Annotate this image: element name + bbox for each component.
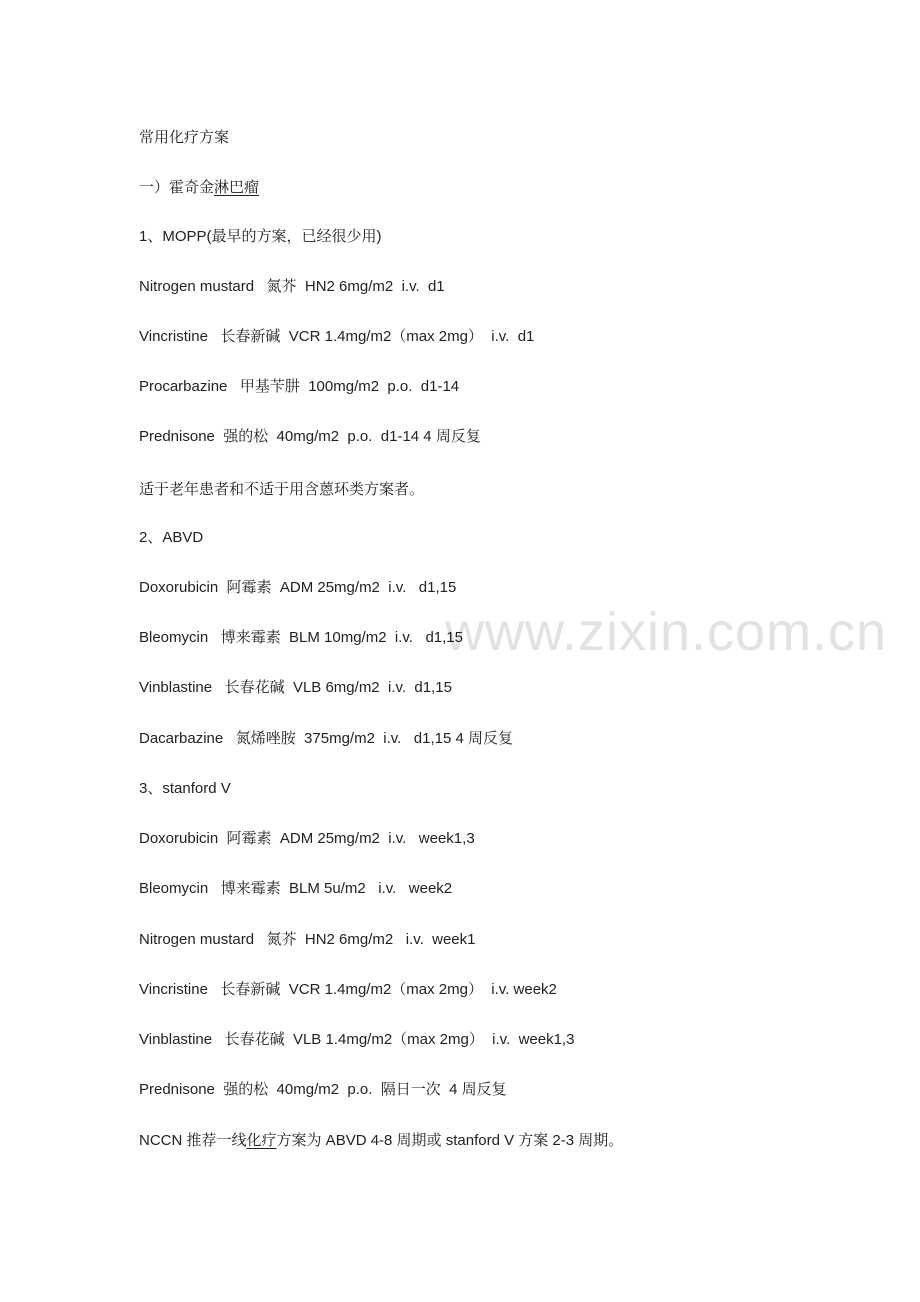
regimen-heading-mopp: 1、MOPP(最早的方案，已经很少用) bbox=[139, 228, 382, 245]
note-line: 适于老年患者和不适于用含蒽环类方案者。 bbox=[139, 480, 425, 498]
drug-line: Bleomycin 博来霉素 BLM 10mg/m2 i.v. d1,15 bbox=[139, 629, 463, 646]
watermark: www.zixin.com.cn bbox=[445, 602, 888, 662]
regimen-heading-abvd: 2、ABVD bbox=[139, 529, 204, 546]
drug-line: Prednisone 强的松 40mg/m2 p.o. 隔日一次 4 周反复 bbox=[139, 1081, 507, 1098]
drug-line: Procarbazine 甲基苄肼 100mg/m2 p.o. d1-14 bbox=[139, 378, 460, 395]
recommendation-prefix: NCCN 推荐一线 bbox=[139, 1132, 247, 1149]
chemotherapy-link[interactable]: 化疗 bbox=[246, 1132, 277, 1149]
drug-line: Prednisone 强的松 40mg/m2 p.o. d1-14 4 周反复 bbox=[139, 428, 481, 445]
drug-line: Vincristine 长春新碱 VCR 1.4mg/m2（max 2mg） i.v. d1 bbox=[139, 328, 535, 345]
drug-line: Dacarbazine 氮烯唑胺 375mg/m2 i.v. d1,15 4 周反复 bbox=[139, 730, 514, 747]
drug-line: Doxorubicin 阿霉素 ADM 25mg/m2 i.v. d1,15 bbox=[139, 579, 457, 596]
recommendation-line bbox=[139, 1131, 623, 1151]
drug-line: Vinblastine 长春花碱 VLB 6mg/m2 i.v. d1,15 bbox=[139, 679, 452, 696]
drug-line: Doxorubicin 阿霉素 ADM 25mg/m2 i.v. week1,3 bbox=[139, 830, 475, 847]
lymphoma-link[interactable]: 淋巴瘤 bbox=[214, 178, 260, 196]
drug-line: Vinblastine 长春花碱 VLB 1.4mg/m2（max 2mg） i.v. week1,3 bbox=[139, 1031, 575, 1048]
drug-line: Bleomycin 博来霉素 BLM 5u/m2 i.v. week2 bbox=[139, 880, 453, 897]
recommendation-suffix: 方案为 ABVD 4-8 周期或 stanford V 方案 2-3 周期。 bbox=[276, 1132, 624, 1149]
drug-line: Vincristine 长春新碱 VCR 1.4mg/m2（max 2mg） i.v. week2 bbox=[139, 981, 557, 998]
drug-line: Nitrogen mustard 氮芥 HN2 6mg/m2 i.v. week1 bbox=[139, 931, 476, 948]
section-heading-prefix: 一）霍奇金 bbox=[139, 178, 215, 196]
regimen-heading-stanford: 3、stanford V bbox=[139, 780, 231, 797]
drug-line: Nitrogen mustard 氮芥 HN2 6mg/m2 i.v. d1 bbox=[139, 278, 445, 295]
document-title: 常用化疗方案 bbox=[139, 128, 230, 146]
section-heading bbox=[139, 177, 259, 197]
